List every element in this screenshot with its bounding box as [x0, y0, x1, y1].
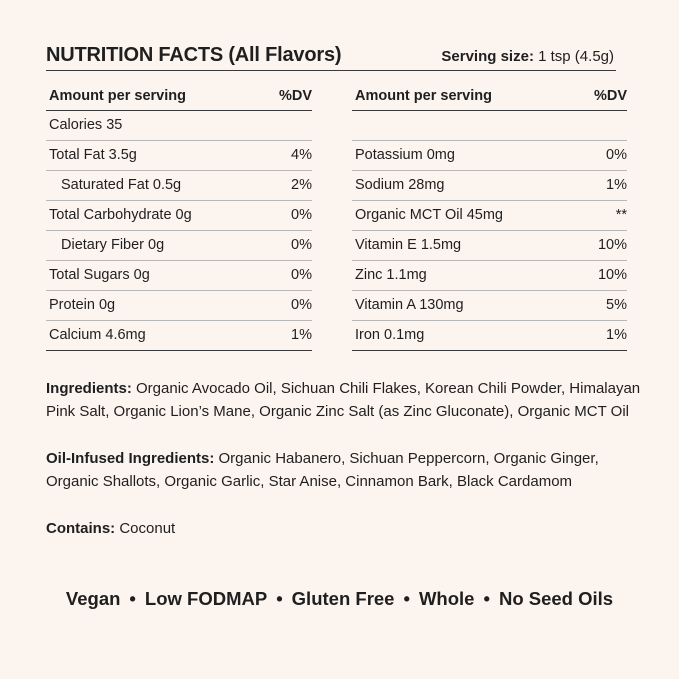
contains-text: Coconut [119, 520, 176, 537]
column-header-amount: Amount per serving [355, 88, 492, 104]
ingredients-paragraph [46, 377, 646, 423]
separator-dot: • [483, 588, 490, 609]
nutrient-dv: 0% [291, 207, 312, 223]
nutrient-dv: 10% [597, 267, 627, 283]
nutrition-table-left [46, 82, 312, 351]
column-header-amount: Amount per serving [49, 88, 186, 104]
nutrient-name: Total Fat 3.5g [49, 147, 137, 163]
nutrient-name: Calcium 4.6mg [49, 327, 146, 343]
nutrient-name: Total Carbohydrate 0g [49, 207, 192, 223]
table-header [352, 82, 627, 111]
nutrient-dv: 1% [606, 177, 627, 193]
column-header-dv: %DV [278, 88, 312, 104]
separator-dot: • [403, 588, 410, 609]
nutrition-header [46, 44, 616, 71]
ingredients-text: Organic Avocado Oil, Sichuan Chili Flakes, Korean Chili Powder, Himalayan Pink Salt, Organic Lion’s Mane, Organic Zinc Salt (as Zinc Gluconate), Organic MCT Oil [46, 380, 641, 420]
diet-badges [0, 588, 679, 610]
nutrient-dv: 0% [606, 147, 627, 163]
table-row [352, 201, 627, 231]
nutrient-name: Zinc 1.1mg [355, 267, 427, 283]
nutrient-name: Saturated Fat 0.5g [61, 177, 182, 193]
nutrient-name: Sodium 28mg [355, 177, 445, 193]
nutrition-table-right [352, 82, 627, 351]
table-row [352, 141, 627, 171]
badge-whole: Whole [418, 588, 475, 609]
table-row [46, 321, 312, 351]
nutrient-dv: 2% [291, 177, 312, 193]
table-row [352, 231, 627, 261]
nutrient-dv: 4% [291, 147, 312, 163]
nutrient-name: Dietary Fiber 0g [61, 237, 165, 253]
nutrient-dv: 0% [291, 237, 312, 253]
nutrient-name: Total Sugars 0g [49, 267, 150, 283]
separator-dot: • [276, 588, 283, 609]
nutrient-dv: 10% [597, 237, 627, 253]
contains-paragraph [46, 517, 646, 540]
nutrient-dv: ** [615, 207, 627, 223]
table-row [352, 171, 627, 201]
oil-infused-text: Organic Habanero, Sichuan Peppercorn, Organic Ginger, Organic Shallots, Organic Garlic, Star Anise, Cinnamon Bark, Black Cardamom [46, 450, 599, 490]
nutrient-dv: 0% [291, 267, 312, 283]
table-row-empty [352, 111, 627, 141]
nutrient-name: Potassium 0mg [355, 147, 455, 163]
separator-dot: • [129, 588, 136, 609]
nutrient-dv: 1% [291, 327, 312, 343]
table-row [46, 231, 312, 261]
oil-infused-paragraph [46, 447, 646, 493]
table-header [46, 82, 312, 111]
oil-infused-label: Oil-Infused Ingredients: [46, 450, 215, 467]
nutrient-name: Vitamin A 130mg [355, 297, 464, 313]
badge-gluten-free: Gluten Free [291, 588, 395, 609]
badge-low-fodmap: Low FODMAP [144, 588, 268, 609]
badge-vegan: Vegan [65, 588, 121, 609]
nutrient-name: Organic MCT Oil 45mg [355, 207, 503, 223]
page-title: NUTRITION FACTS (All Flavors) [46, 44, 342, 66]
contains-label: Contains: [46, 520, 116, 537]
serving-size-label: Serving size: [441, 48, 534, 65]
table-row [46, 111, 312, 141]
table-row [46, 171, 312, 201]
table-row [46, 261, 312, 291]
serving-size [441, 48, 614, 65]
nutrient-dv: 1% [606, 327, 627, 343]
serving-size-value: 1 tsp (4.5g) [538, 48, 614, 65]
nutrient-dv: 0% [291, 297, 312, 313]
nutrient-name: Calories 35 [49, 117, 123, 133]
nutrient-name: Vitamin E 1.5mg [355, 237, 462, 253]
ingredients-label: Ingredients: [46, 380, 132, 397]
badge-no-seed-oils: No Seed Oils [498, 588, 614, 609]
nutrient-name: Iron 0.1mg [355, 327, 425, 343]
nutrient-name: Protein 0g [49, 297, 116, 313]
table-row [352, 321, 627, 351]
table-row [352, 261, 627, 291]
table-row [46, 291, 312, 321]
nutrient-dv: 5% [606, 297, 627, 313]
table-row [46, 141, 312, 171]
column-header-dv: %DV [593, 88, 627, 104]
table-row [352, 291, 627, 321]
table-row [46, 201, 312, 231]
